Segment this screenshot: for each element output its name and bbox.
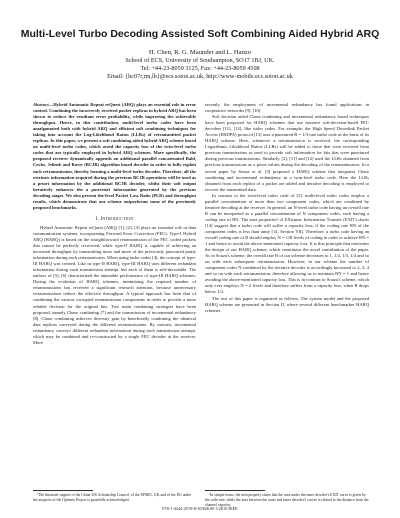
intro-paragraph-3: In contrast to the twin-level turbo code of [3], multi-level turbo codes employ a parallel concatenation of more than two component codes, which are combined by iterative decoding at the receiver. In general, an N-level turbo code having an overall rate R can be interpreted as a parallel concatenation of N component codes, each having a coding rate of RN. The area properties¹ of EXtrinsic Information Transfer (EXIT) charts [14] suggest that a turbo code will suffer a capacity loss, if the coding rate RN of the component codes is less than unity [14, Section VII]. Therefore, a turbo code having an overall coding rate of R should employ N = 1/R levels of coding in order to achieve RN = 1 and hence to avoid the above-mentioned capacity loss. It is this principle that motivates the design of our HARQ scheme, which constitutes the novel contribution of the paper. As in Souza's scheme, the overall rate R of our scheme decreases to 1, 1/2, 1/3, 1/4 and so on with each subsequent retransmission. However, in our scheme the number of component codes N combined by the iterative decoder is accordingly increased to 2, 3, 4 and so on with each retransmission, therefore allowing us to maintain RN = 1 and hence avoiding the above-mentioned capacity loss. This is in contrast to Souza's scheme, which only ever employs N = 2 levels and therefore suffers from a capacity loss, when R drops below 1/2. bbox=[205, 192, 369, 295]
author-names: H. Chen, R. G. Maunder and L. Hanzo bbox=[148, 49, 252, 56]
paper-title: Multi-Level Turbo Decoding Assisted Soft Combining Aided Hybrid ARQ bbox=[20, 28, 380, 40]
right-column bbox=[205, 102, 369, 314]
left-footnote-area bbox=[33, 486, 196, 503]
contact-line: Tel: +44-23-8059 3125, Fax: +44-23-8059 4508 bbox=[140, 65, 260, 73]
intro-paragraph-2: Soft decision aided Chase combining and incremental redundancy based techniques have been proposed for HARQ schemes that use iterative soft-decision-based FEC decoders [11], [12], like turbo codes. For example, the High Speed Downlink Packet Access (HSDPA) protocol [13] uses a punctured R = 1/3-rate turbo code as the basis of its HARQ scheme. Here, whenever a retransmission is received, the corresponding Logarithmic Likelihood Ratios (LLRs) will be added to those that were received from previous transmissions or used to provide soft information for bits that were punctured during previous transmissions. Similarly, [2], [11] and [12] used the LLRs obtained from previous transmissions as a priori values during the decoding of the retransmissions. In a recent paper by Souza et al. [3] proposed a HARQ scheme that integrates Chase combining and incremental redundancy in a twin-level turbo code. Here the LLRs obtained from each replica of a packet are added and iterative decoding is employed to recover the transmitted data. bbox=[205, 114, 369, 192]
email-line: Email: {hc07r,rm,lh}@ecs.soton.ac.uk, http://www-mobile.ecs.soton.ac.uk bbox=[107, 73, 293, 81]
left-column bbox=[33, 102, 196, 346]
funding-footnote: ¹The financial support of the China-UK Scholarship Council, of the EPSRC, UK and of the EU under the auspices of the Optimix Project is gratefully acknowledged. bbox=[33, 493, 192, 502]
abstract bbox=[33, 102, 196, 211]
area-property-footnote: ¹In simple terms, the area property states that the area under the inner decoder's EXIT curve is given by the code-rate, while the area between the outer and inner decoder's curves is related to the distance from the channel capacity. bbox=[205, 493, 369, 507]
intro-paragraph-1-continued: recently, the employment of incremental redundancy has found applications in cooperative networks [9], [10]. bbox=[205, 102, 369, 114]
intro-paragraph-4: The rest of this paper is organized as follows. The system model and the proposed HARQ scheme are presented in Section II, where several different benchmarker HARQ schemes bbox=[205, 295, 369, 313]
abstract-label: Abstract bbox=[33, 102, 49, 107]
author-block bbox=[20, 49, 380, 81]
footnote-rule bbox=[205, 490, 265, 491]
abstract-body: —Hybrid Automatic Repeat reQuest (ARQ) plays an essential role in error control. Combining the incorrectly received packet replicas in hybrid ARQ has been shown to reduce the resultant error probability, while improving the achievable throughput. Hence, in this contribution, multi-level turbo codes have been amalgamated both with hybrid ARQ and efficient soft combining techniques for taking into account the Log-Likelihood Ratios (LLRs) of retransmitted packet replicas. In this paper, we present a soft combining aided hybrid ARQ scheme based on multi-level turbo codes, which avoid the capacity loss of the twin-level turbo codes that are typically employed in hybrid ARQ schemes. More specifically, the proposed receiver dynamically appends an additional parallel concatenated Bahl, Cocke, Jelinek and Raviv (BCJR) algorithm based decoder in order to fully exploit each retransmission, thereby forming a multi-level turbo decoder. Therefore, all the extrinsic information acquired during the previous BCJR operations will be used as a priori information by the additional BCJR decoder, whilst their soft output iteratively enhances the a posteriori information generated by the previous decoding stages. We also present the-level Packet Loss Ratio (PLR) and throughput results, which demonstrate that our scheme outperforms some of the previously proposed benchmarks. bbox=[33, 102, 196, 210]
affiliation: School of ECS, University of Southampton, SO17 1BJ, UK. bbox=[125, 57, 275, 65]
ieee-citation-line: 978-1-4244-2519-8/10/$26.00 ©2010 IEEE bbox=[162, 506, 238, 511]
right-footnote-area bbox=[205, 486, 369, 507]
section-heading-introduction: I. Introduction bbox=[95, 215, 134, 222]
footnote-rule bbox=[33, 490, 93, 491]
intro-paragraph-1: Hybrid Automatic Repeat reQuest (ARQ) [1], [2], [3] plays an essential role in data communication systems, incorporating Forward Error Correction (FEC). Type-I Hybrid ARQ (HARQ) is based on the straightforward retransmission of the FEC coded packets that cannot be perfectly recovered, while type-II HARQ is capable of achieving an increased throughput by transmitting more and more of the previously punctured parity information during each retransmission. When using turbo codes [4], the concept of type-III HARQ was created. Like in type-II HARQ, type-III HARQ uses different redundant information during each transmission attempt, but each of them is self-decodable. The authors of [5], [6] characterized the attainable performance of type-III HARQ schemes. During the evolution of HARQ schemes, minimizing the required number of retransmissions has received a significant research attention, because unnecessary retransmissions reduce the effective throughput. A typical approach has been that of combining the various corrupted retransmission components in order to provide a more reliable decision for the original bits. Two main combining strategies have been proposed, namely Chase combining [7] and the transmission of incremental redundancy [8]. Chase combining achieves diversity gain by beneficially combining the identical data replicas conveyed during the different retransmissions. By contrast, incremental redundancy conveys different redundant information during each transmission attempt, which may be combined and re-constructed by a single FEC decoder at the receiver. More bbox=[33, 224, 196, 345]
